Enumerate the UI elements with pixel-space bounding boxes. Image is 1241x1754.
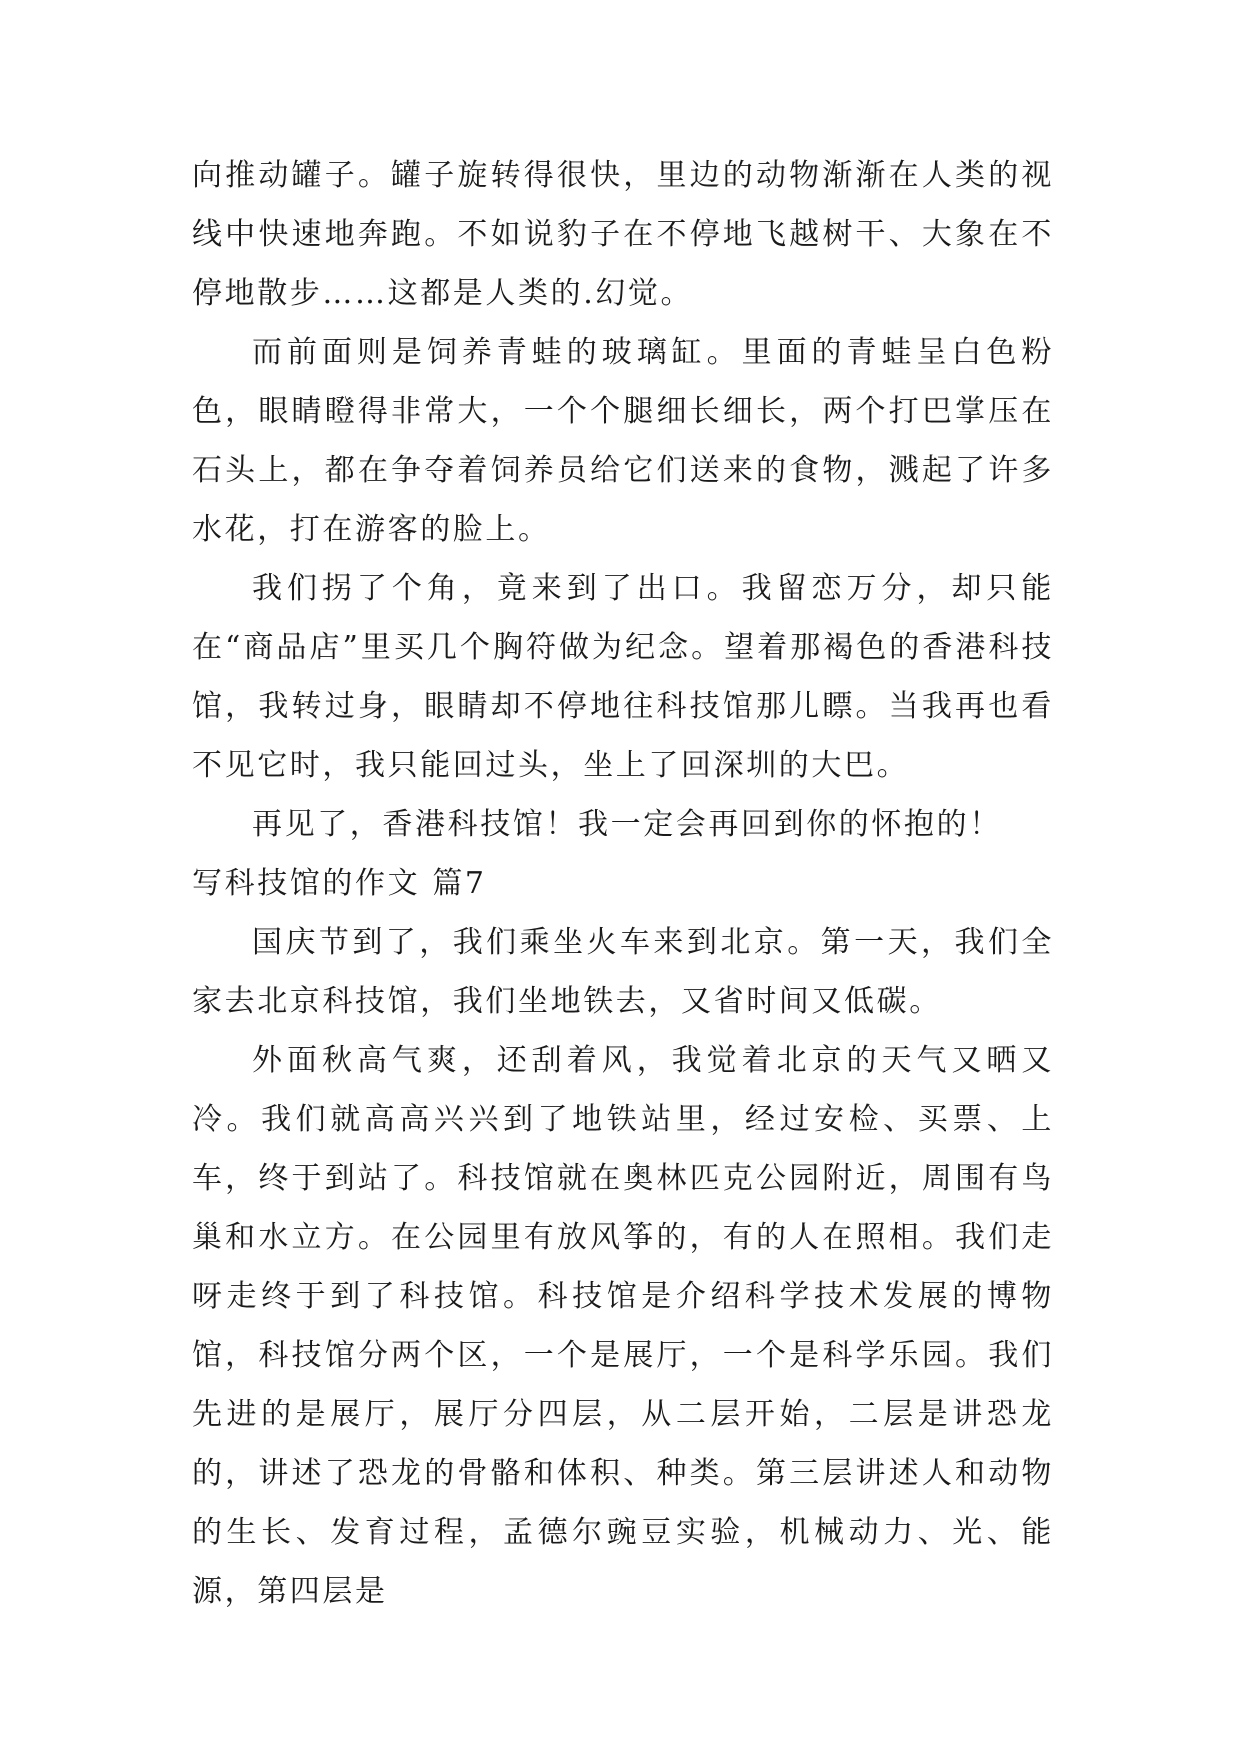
paragraph-exit: 我们拐了个角，竟来到了出口。我留恋万分，却只能在“商品店”里买几个胸符做为纪念。望着那褐色的香港科技馆，我转过身，眼睛却不停地往科技馆那儿瞟。当我再也看不见它时，我只能回过头，坐上了回深圳的大巴。 — [192, 571, 1054, 783]
paragraph-national-day: 国庆节到了，我们乘坐火车来到北京。第一天，我们全家去北京科技馆，我们坐地铁去，又省时间又低碳。 — [192, 925, 1054, 1019]
paragraph-museum-visit: 外面秋高气爽，还刮着风，我觉着北京的天气又晒又冷。我们就高高兴兴到了地铁站里，经过安检、买票、上车，终于到站了。科技馆就在奥林匹克公园附近，周围有鸟巢和水立方。在公园里有放风筝的，有的人在照相。我们走呀走终于到了科技馆。科技馆是介绍科学技术发展的博物馆，科技馆分两个区，一个是展厅，一个是科学乐园。我们先进的是展厅，展厅分四层，从二层开始，二层是讲恐龙的，讲述了恐龙的骨骼和体积、种类。第三层讲述人和动物的生长、发育过程，孟德尔豌豆实验，机械动力、光、能源，第四层是 — [192, 1043, 1054, 1609]
paragraph-frog-tank: 而前面则是饲养青蛙的玻璃缸。里面的青蛙呈白色粉色，眼睛瞪得非常大，一个个腿细长细长，两个打巴掌压在石头上，都在争夺着饲养员给它们送来的食物，溅起了许多水花，打在游客的脸上。 — [192, 335, 1054, 547]
paragraph-farewell: 再见了，香港科技馆！我一定会再回到你的怀抱的！ — [252, 807, 1002, 842]
paragraph-continued: 向推动罐子。罐子旋转得很快，里边的动物渐渐在人类的视线中快速地奔跑。不如说豹子在不停地飞越树干、大象在不停地散步……这都是人类的.幻觉。 — [192, 158, 1054, 311]
document-page — [192, 146, 1054, 1621]
section-heading: 写科技馆的作文 篇7 — [192, 866, 487, 901]
